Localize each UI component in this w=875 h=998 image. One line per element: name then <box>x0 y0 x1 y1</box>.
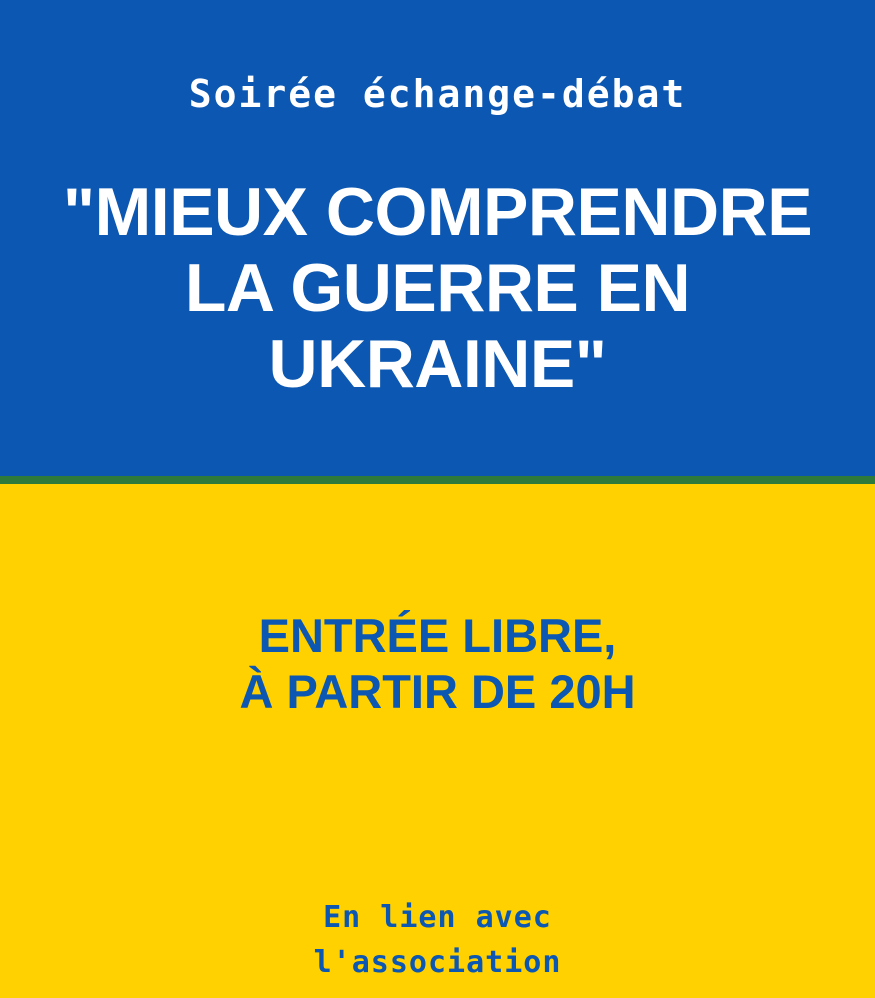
admission-line-1: ENTRÉE LIBRE, <box>258 609 617 662</box>
partner-credit <box>0 895 875 985</box>
headline-line-2: LA GUERRE EN <box>184 250 691 326</box>
admission-line-2: À PARTIR DE 20H <box>239 665 636 718</box>
credit-line-1: En lien avec <box>323 900 552 935</box>
credit-line-2: l'association <box>313 945 562 980</box>
page-title <box>0 174 875 402</box>
headline-line-3: UKRAINE" <box>268 326 607 402</box>
headline-line-1: "MIEUX COMPRENDRE <box>62 174 813 250</box>
event-kicker: Soirée échange-débat <box>188 72 687 116</box>
green-divider <box>0 476 875 484</box>
admission-info <box>0 608 875 720</box>
